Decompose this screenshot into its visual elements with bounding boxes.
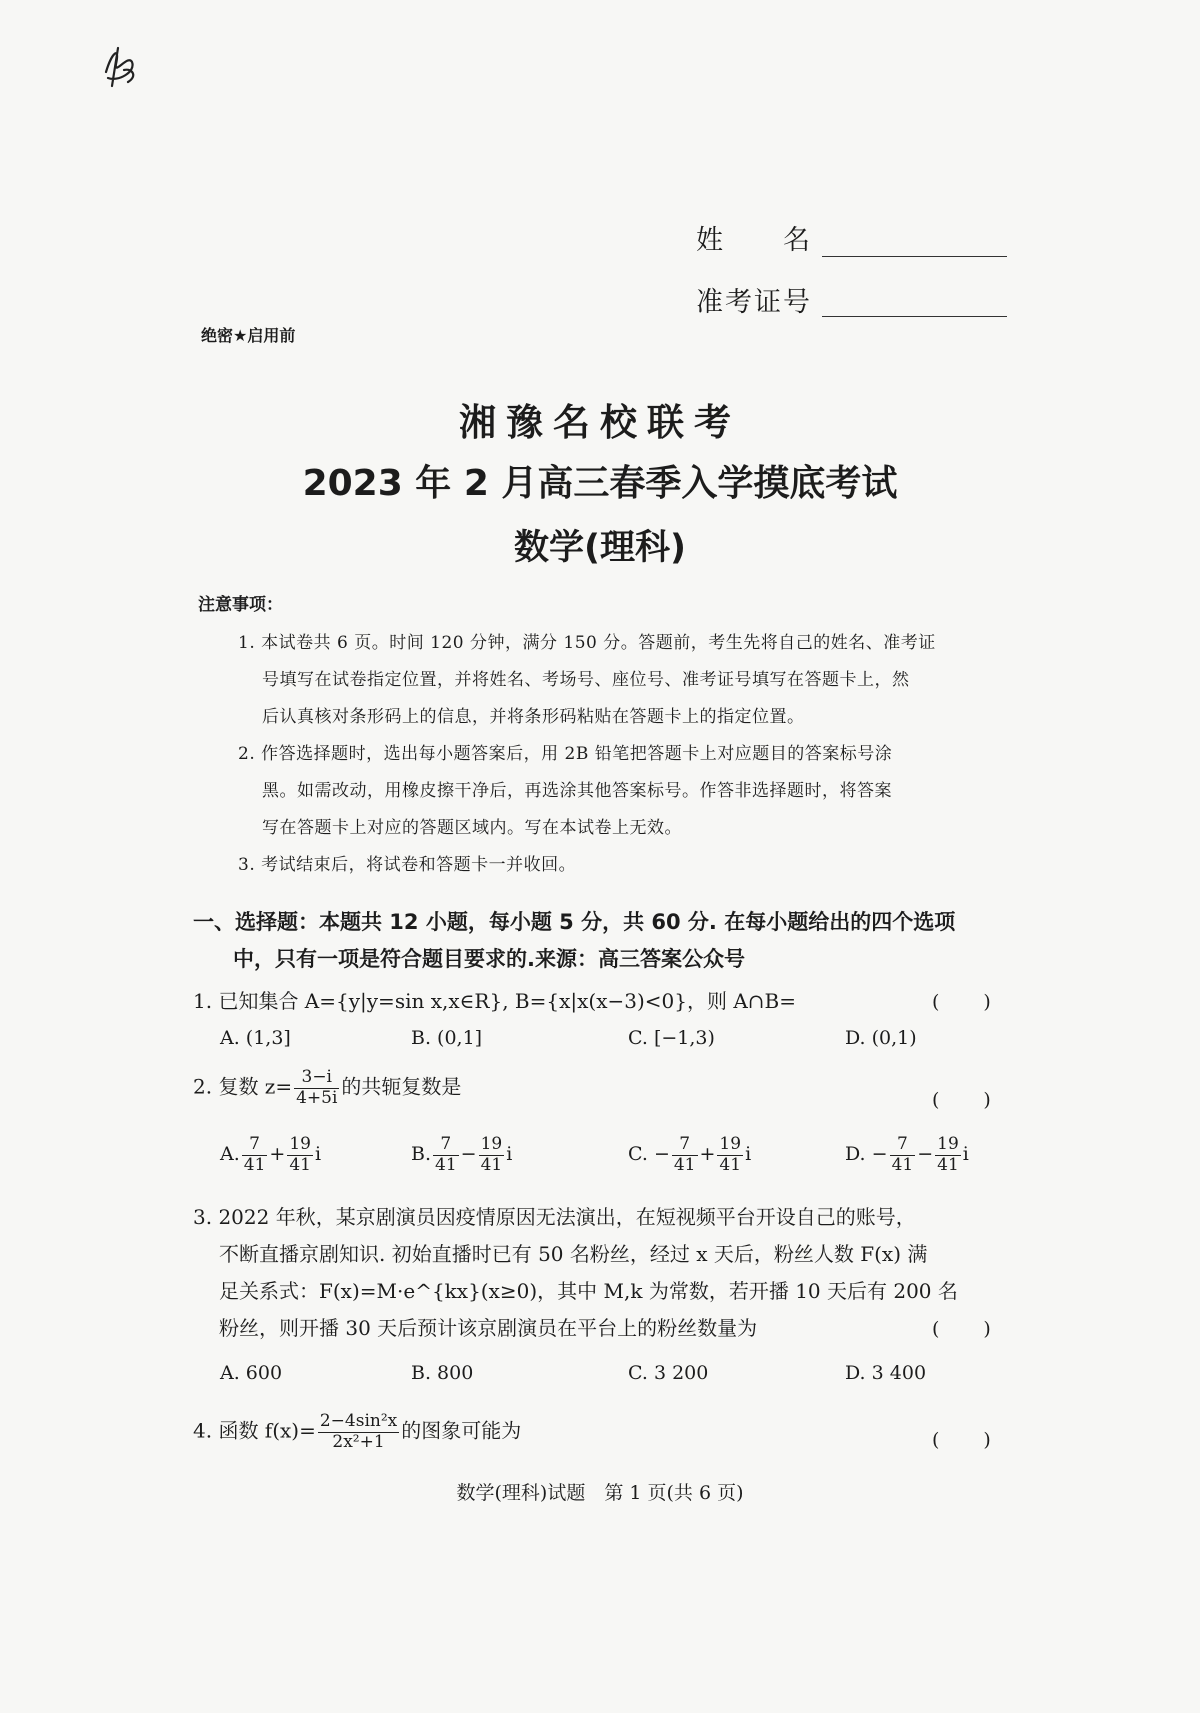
numerator: 7 xyxy=(433,1135,459,1156)
question-2-fraction xyxy=(294,1068,339,1108)
option-b-fraction-1 xyxy=(433,1135,459,1175)
question-3-option-b[interactable]: B. 800 xyxy=(411,1362,474,1384)
option-a-label: A. xyxy=(220,1143,240,1166)
question-4-stem-prefix: 4. 函数 f(x)= xyxy=(193,1418,316,1443)
question-2-stem-prefix: 2. 复数 z= xyxy=(193,1074,293,1099)
option-d-fraction-2 xyxy=(935,1135,961,1175)
section-1-heading-line-2: 中，只有一项是符合题目要求的.来源：高三答案公众号 xyxy=(233,947,745,971)
question-4-numerator: 2−4sin²x xyxy=(319,1411,398,1431)
option-a-fraction-1 xyxy=(242,1135,268,1175)
numerator: 19 xyxy=(937,1134,959,1154)
operator: + xyxy=(699,1143,716,1166)
notice-2-line-3: 写在答题卡上对应的答题区域内。写在本试卷上无效。 xyxy=(262,818,682,838)
question-2-stem xyxy=(193,1068,461,1108)
numerator: 19 xyxy=(480,1134,503,1154)
option-d-label: D. − xyxy=(845,1143,888,1166)
option-b-label: B. xyxy=(411,1143,432,1166)
question-1-option-a[interactable]: A. (1,3] xyxy=(220,1027,291,1049)
denominator: 41 xyxy=(435,1154,457,1175)
imaginary-unit: i xyxy=(506,1143,513,1166)
denominator: 41 xyxy=(289,1154,311,1175)
operator: − xyxy=(460,1143,477,1166)
question-4-stem-suffix: 的图象可能为 xyxy=(401,1418,522,1443)
question-2-stem-suffix: 的共轭复数是 xyxy=(341,1074,462,1099)
denominator: 41 xyxy=(673,1154,696,1175)
notice-3: 3. 考试结束后，将试卷和答题卡一并收回。 xyxy=(238,855,577,875)
option-a-fraction-2 xyxy=(287,1135,313,1175)
denominator: 41 xyxy=(719,1154,742,1175)
question-2-denominator: 4+5i xyxy=(296,1087,338,1108)
question-2-numerator: 3−i xyxy=(294,1068,339,1089)
numerator: 19 xyxy=(289,1134,311,1154)
question-3-option-a[interactable]: A. 600 xyxy=(220,1362,283,1384)
imaginary-unit: i xyxy=(745,1143,752,1166)
id-field-line[interactable] xyxy=(822,316,1007,317)
question-3-stem xyxy=(193,1199,1013,1347)
operator: − xyxy=(917,1143,934,1166)
question-1-option-d[interactable]: D. (0,1) xyxy=(845,1027,917,1049)
exam-title: 2023 年 2 月高三春季入学摸底考试 xyxy=(302,463,898,504)
question-2-option-b[interactable] xyxy=(411,1135,512,1175)
section-1-heading-line-1: 一、选择题：本题共 12 小题，每小题 5 分，共 60 分. 在每小题给出的四个选项 xyxy=(193,910,956,934)
option-c-fraction-1 xyxy=(672,1135,698,1175)
notice-2-line-1: 2. 作答选择题时，选出每小题答案后，用 2B 铅笔把答题卡上对应题目的答案标号涂 xyxy=(238,744,893,764)
numerator: 7 xyxy=(672,1135,698,1156)
notice-1-line-1: 1. 本试卷共 6 页。时间 120 分钟，满分 150 分。答题前，考生先将自己的姓名、准考证 xyxy=(238,633,936,653)
question-3-option-d[interactable]: D. 3 400 xyxy=(845,1362,927,1384)
notice-2-line-2: 黑。如需改动，用橡皮擦干净后，再选涂其他答案标号。作答非选择题时，将答案 xyxy=(262,781,892,801)
numerator: 7 xyxy=(890,1135,916,1156)
question-3-line-1: 3. 2022 年秋，某京剧演员因疫情原因无法演出，在短视频平台开设自己的账号， xyxy=(193,1205,916,1229)
denominator: 41 xyxy=(937,1154,959,1175)
question-2-option-a[interactable] xyxy=(220,1135,321,1175)
exam-org-title: 湘豫名校联考 xyxy=(459,401,741,444)
question-1-stem: 1. 已知集合 A={y|y=sin x,x∈R}, B={x|x(x−3)<0}，则 A∩B= xyxy=(193,989,796,1013)
subject-title: 数学(理科) xyxy=(514,528,686,568)
confidential-label: 绝密★启用前 xyxy=(201,326,296,345)
question-2-option-d[interactable] xyxy=(845,1135,969,1175)
option-b-fraction-2 xyxy=(479,1135,505,1175)
option-c-label: C. − xyxy=(628,1143,670,1166)
question-3-answer-bracket[interactable]: ( ) xyxy=(932,1318,993,1340)
option-c-fraction-2 xyxy=(717,1135,743,1175)
denominator: 41 xyxy=(243,1154,266,1175)
question-4-fraction xyxy=(318,1412,399,1452)
question-4-answer-bracket[interactable]: ( ) xyxy=(932,1429,993,1451)
denominator: 41 xyxy=(480,1154,503,1175)
notice-list xyxy=(238,625,1000,884)
question-1-option-b[interactable]: B. (0,1] xyxy=(411,1027,483,1049)
question-3-line-4: 粉丝，则开播 30 天后预计该京剧演员在平台上的粉丝数量为 xyxy=(219,1316,758,1340)
question-2-option-c[interactable] xyxy=(628,1135,751,1175)
handwritten-mark xyxy=(98,42,142,90)
notice-heading: 注意事项： xyxy=(198,595,283,615)
question-2-answer-bracket[interactable]: ( ) xyxy=(932,1089,993,1111)
imaginary-unit: i xyxy=(314,1143,322,1166)
question-1-option-c[interactable]: C. [−1,3) xyxy=(628,1027,715,1049)
question-4-denominator: 2x²+1 xyxy=(332,1431,385,1452)
id-label: 准考证号 xyxy=(696,287,812,318)
numerator: 19 xyxy=(719,1134,742,1154)
question-3-line-3: 足关系式：F(x)=M·e^{kx}(x≥0)，其中 M,k 为常数，若开播 10 天后有 200 名 xyxy=(219,1279,958,1303)
numerator: 7 xyxy=(242,1135,268,1156)
denominator: 41 xyxy=(891,1154,914,1175)
notice-1-line-2: 号填写在试卷指定位置，并将姓名、考场号、座位号、准考证号填写在答题卡上，然 xyxy=(262,670,910,690)
operator: + xyxy=(269,1143,286,1166)
question-3-option-c[interactable]: C. 3 200 xyxy=(628,1362,709,1384)
question-4-stem xyxy=(193,1412,521,1452)
question-3-line-2: 不断直播京剧知识. 初始直播时已有 50 名粉丝，经过 x 天后，粉丝人数 F(x) 满 xyxy=(219,1242,928,1266)
option-d-fraction-1 xyxy=(890,1135,916,1175)
name-label: 姓 名 xyxy=(696,225,812,256)
imaginary-unit: i xyxy=(962,1143,969,1166)
name-field-line[interactable] xyxy=(822,256,1007,257)
page-footer: 数学(理科)试题 第 1 页(共 6 页) xyxy=(456,1482,744,1504)
notice-1-line-3: 后认真核对条形码上的信息，并将条形码粘贴在答题卡上的指定位置。 xyxy=(262,707,805,727)
question-1-answer-bracket[interactable]: ( ) xyxy=(932,991,993,1013)
